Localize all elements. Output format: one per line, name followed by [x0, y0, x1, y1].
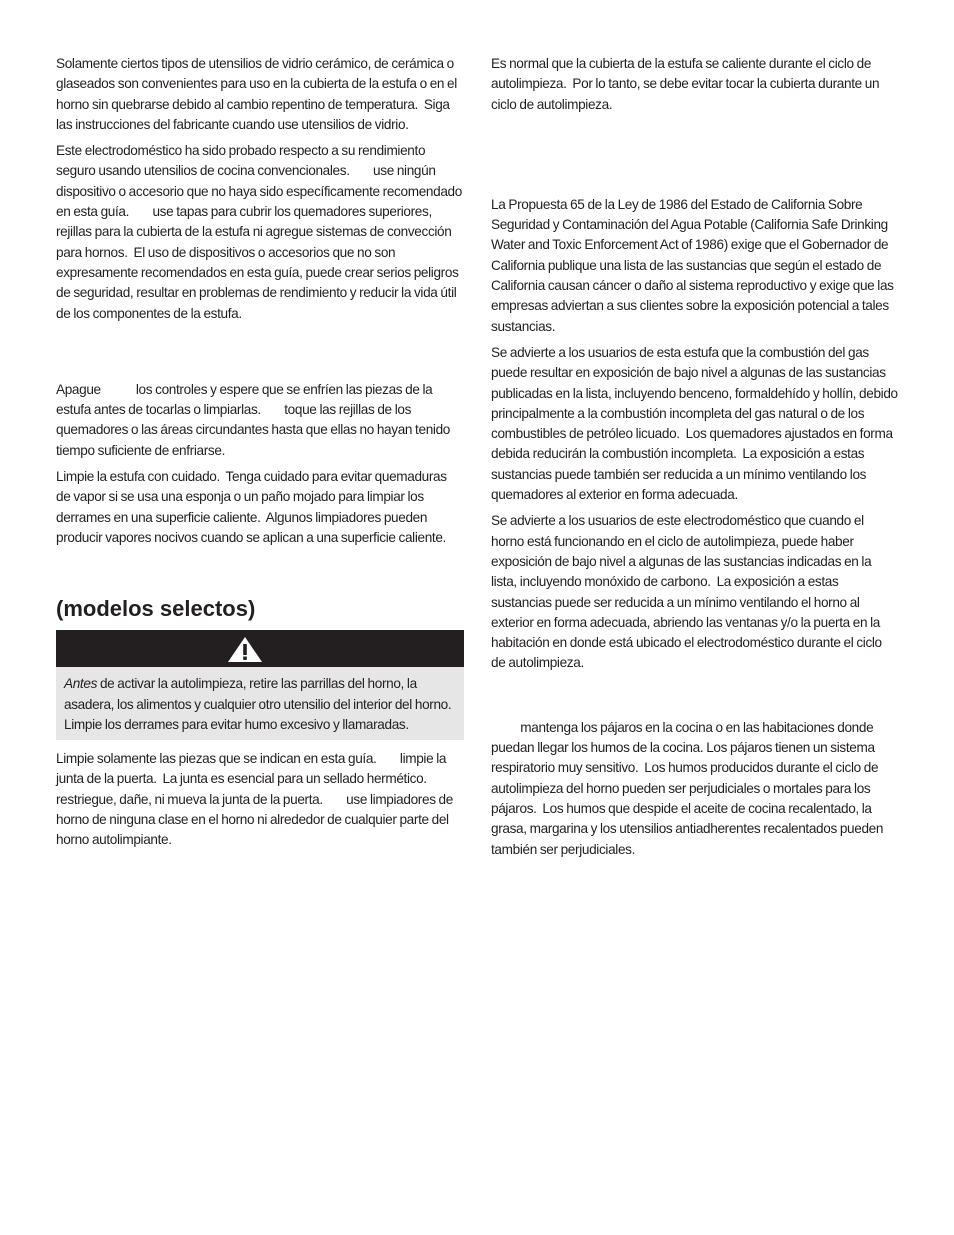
warning-triangle-icon: [227, 636, 263, 663]
warning-message-box: [56, 667, 464, 740]
paragraph-clean-only-parts: Limpie solamente las piezas que se indican en esta guía. limpie la junta de la puerta. La junta es esencial para un sellado hermético. restriegue, dañe, ni mueva la junta de la puerta. use limpiadores de horno de ninguna clase en el horno ni alrededor de cualquier parte del horno autolimpiante.: [56, 751, 456, 848]
paragraph-conventional-cookware: Este electrodoméstico ha sido probado respecto a su rendimiento seguro usando utensilios de cocina convencionales. use ningún dispositivo o accesorio que no haya sido específicamente recomendado en esta guía. use tapas para cubrir los quemadores superiores, rejillas para la cubierta de la estufa ni agregue sistemas de convección para hornos. El uso de dispositivos o accesorios que no son expresamente recomendados en esta guía, puede crear serios peligros de seguridad, resultar en problemas de rendimiento y reducir la vida útil de los componentes de la estufa.: [56, 143, 465, 321]
paragraph-gas-combustion: Se advierte a los usuarios de esta estufa que la combustión del gas puede resultar en exposición de bajo nivel a algunas de las sustancias publicadas en la lista, incluyendo benceno, formaldehído y hollín, debido principalmente a la combustión incompleta del gas natural o de los combustibles de petróleo licuado. Los quemadores ajustados en forma debida reducirán la combustión incompleta. La exposición a estas sustancias puede también ser reducida a un mínimo ventilando los quemadores al exterior en forma adecuada.: [491, 344, 901, 503]
right-column: [491, 54, 901, 866]
spacer: [56, 330, 464, 380]
spacer: [491, 121, 898, 195]
paragraph-birds: mantenga los pájaros en la cocina o en las habitaciones donde puedan llegar los humos de la cocina. Los pájaros tienen un sistema respiratorio muy sensitivo. Los humos producidos durante el ciclo de autolimpieza del horno pueden ser perjudiciales o mortales para los pájaros. Los humos que despide el aceite de cocina recalentado, la grasa, margarina y los utensilios antiadherentes recalentados pueden también ser perjudiciales.: [491, 719, 887, 857]
warning-body: de activar la autolimpieza, retire las parrillas del horno, la asadera, los alimentos y cualquier otro utensilio del interior del horno. Limpie los derrames para evitar humo excesivo y llamaradas.: [64, 676, 452, 732]
paragraph-glass-cookware: Solamente ciertos tipos de utensilios de vidrio cerámico, de cerámica o glaseados son convenientes para uso en la cubierta de la estufa o en el horno sin quebrarse debido al cambio repentino de temperatura. Siga las instrucciones del fabricante cuando use utensilios de vidrio.: [56, 56, 460, 132]
paragraph-proposition-65: La Propuesta 65 de la Ley de 1986 del Estado de California Sobre Seguridad y Contaminación del Agua Potable (California Safe Drinking Water and Toxic Enforcement Act of 1986) exige que el Gobernador de California publique una lista de las sustancias que según el estado de California causan cáncer o daño al sistema reproductivo y exige que las empresas adviertan a sus clientes sobre la exposición potencial a tales sustancias.: [491, 196, 897, 334]
section-heading-self-clean: (modelos selectos): [56, 596, 256, 622]
warning-text: [64, 674, 456, 735]
spacer: [491, 680, 898, 718]
warning-header-bar: [56, 630, 464, 667]
paragraph-self-clean-exposure: Se advierte a los usuarios de este electrodoméstico que cuando el horno está funcionando en el ciclo de autolimpieza, puede haber exposición de bajo nivel a algunas de las sustancias indicadas en la lista, incluyendo monóxido de carbono. La exposición a estas sustancias puede ser reducida a un mínimo ventilando el horno al exterior en forma adecuada, abriendo las ventanas y/o la puerta en la habitación en donde está ubicado el electrodoméstico durante el ciclo de autolimpieza.: [491, 513, 885, 671]
spacer: [56, 554, 464, 596]
left-column: [56, 54, 464, 857]
paragraph-cooktop-hot: Es normal que la cubierta de la estufa se caliente durante el ciclo de autolimpieza. Por lo tanto, se debe evitar tocar la cubierta durante un ciclo de autolimpieza.: [491, 56, 883, 112]
paragraph-turn-off-controls: Apague los controles y espere que se enfríen las piezas de la estufa antes de tocarlas o limpiarlas. toque las rejillas de los quemadores o las áreas circundantes hasta que ellas no hayan tenido tiempo suficiente de enfriarse.: [56, 381, 453, 458]
paragraph-clean-carefully: Limpie la estufa con cuidado. Tenga cuidado para evitar quemaduras de vapor si se usa una esponja o un paño mojado para limpiar los derrames en una superficie caliente. Algunos limpiadores pueden producir vapores nocivos cuando se aplican a una superficie caliente.: [56, 469, 450, 545]
warning-emphasis: Antes: [64, 676, 98, 692]
